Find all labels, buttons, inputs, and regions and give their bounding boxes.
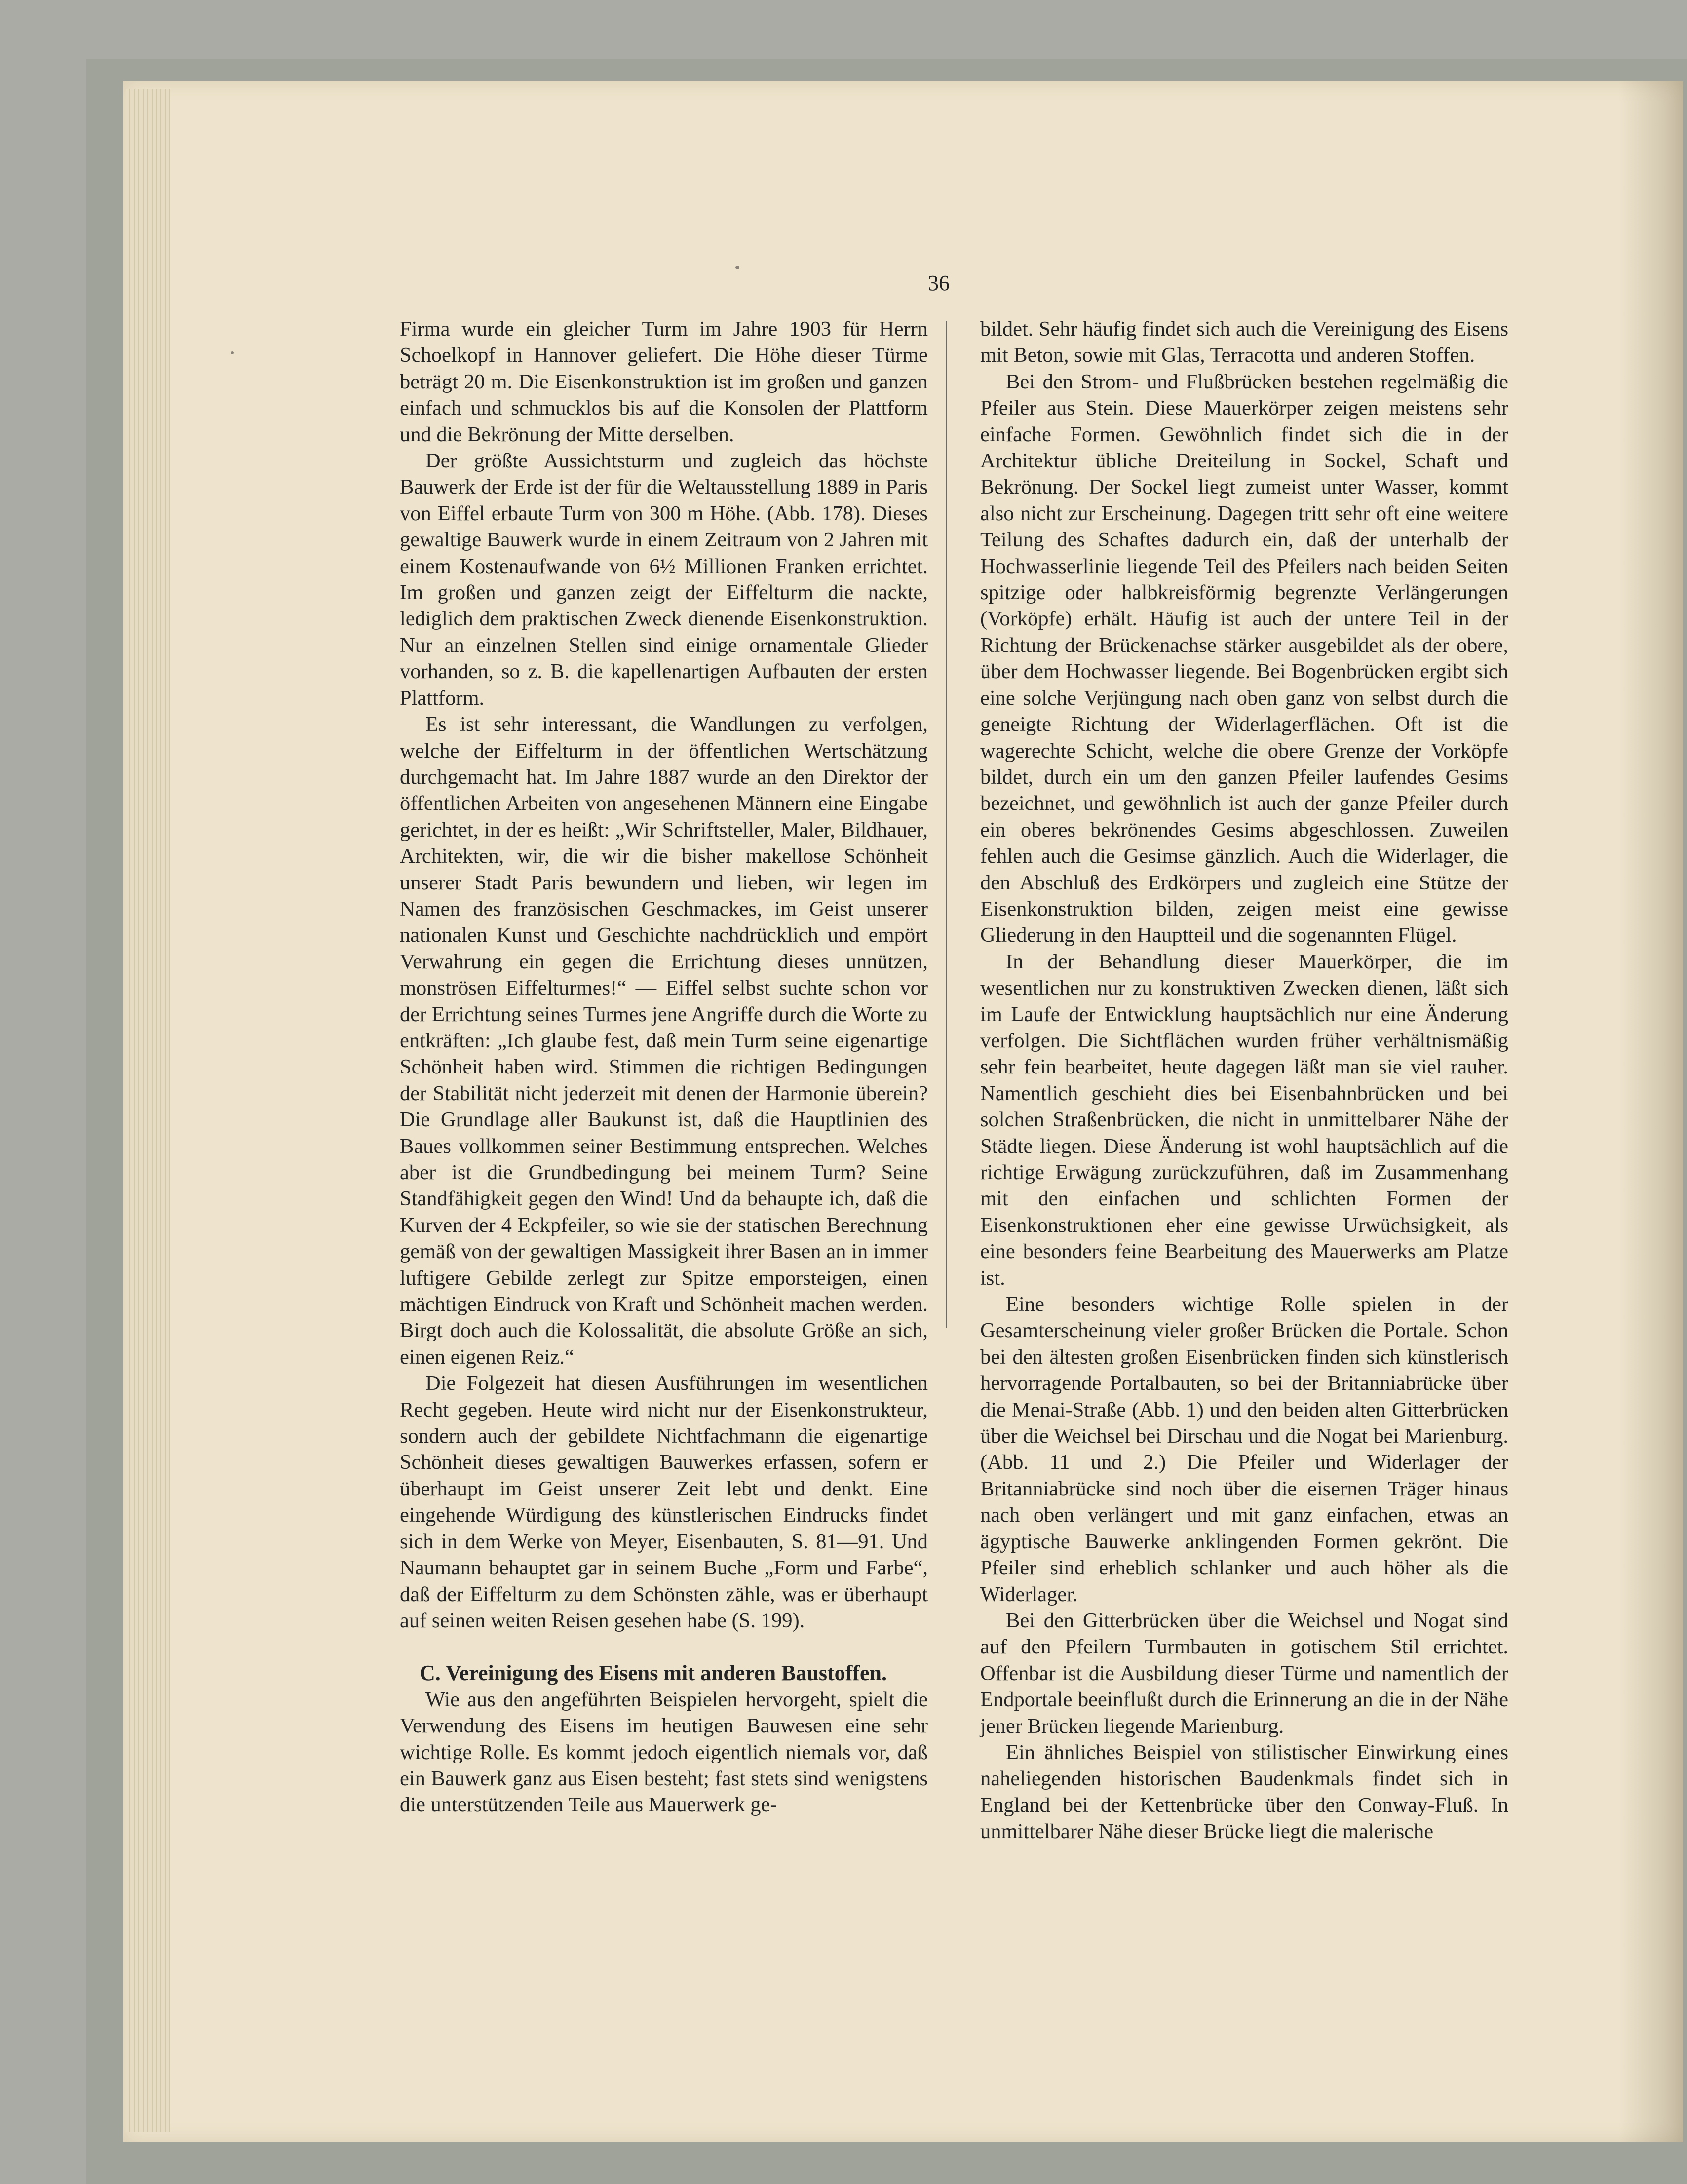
paragraph: Es ist sehr interessant, die Wandlungen zu verfolgen, welche der Eiffelturm in der öffentlichen Wertschätzung durchgemacht hat. Im Jahre 1887 wurde an den Direktor der öffentlichen Arbeiten von angesehenen Männern eine Eingabe gerichtet, in der es heißt: „Wir Schriftsteller, Maler, Bildhauer, Architekten, wir, die wir die bisher makellose Schönheit unserer Stadt Paris bewundern und lieben, wir legen im Namen des französischen Geschmackes, im Geist unserer nationalen Kunst und Geschichte nachdrücklich und empört Verwahrung ein gegen die Errichtung dieses unnützen, monströsen Eiffelturmes!“ — Eiffel selbst suchte schon vor der Errichtung seines Turmes jene Angriffe durch die Worte zu entkräften: „Ich glaube fest, daß mein Turm seine eigenartige Schönheit haben wird. Stimmen die richtigen Bedingungen der Stabilität nicht jederzeit mit denen der Harmonie überein? Die Grundlage aller Baukunst ist, daß die Hauptlinien des Baues vollkommen seiner Bestimmung entsprechen. Welches aber ist die Grundbedingung bei meinem Turm? Seine Standfähigkeit gegen den Wind! Und da behaupte ich, daß die Kurven der 4 Eckpfeiler, so wie sie der statischen Berechnung gemäß von der gewaltigen Massigkeit ihrer Basen an in immer luftigere Gebilde zerlegt zur Spitze emporsteigen, einen mächtigen Eindruck von Kraft und Schönheit machen werden. Birgt doch auch die Kolossalität, die absolute Größe an sich, einen eigenen Reiz.“	[400, 713, 928, 1369]
paragraph: Eine besonders wichtige Rolle spielen in der Gesamterscheinung vieler großer Brücken die Portale. Schon bei den ältesten großen Eisenbrücken finden sich künstlerisch hervorragende Portalbauten, so bei der Britanniabrücke über die Menai-Straße (Abb. 1) und den beiden alten Gitterbrücken über die Weichsel bei Dirschau und die Nogat bei Marienburg. (Abb. 11 und 2.) Die Pfeiler und Widerlager der Britanniabrücke sind noch über die eisernen Träger hinaus nach oben verlängert und mit ganz einfachen, etwas an ägyptische Bauwerke anklingenden Formen gekrönt. Die Pfeiler sind erheblich schlanker und auch höher als die Widerlager.	[980, 1293, 1508, 1606]
paper-speck	[231, 351, 234, 354]
paragraph: Wie aus den angeführten Beispielen hervorgeht, spielt die Verwendung des Eisens im heutigen Bauwesen eine sehr wichtige Rolle. Es kommt jedoch eigentlich niemals vor, daß ein Bauwerk ganz aus Eisen besteht; fast stets sind wenigstens die unterstützenden Teile aus Mauerwerk ge-	[400, 1687, 928, 1817]
paragraph: Firma wurde ein gleicher Turm im Jahre 1903 für Herrn Schoelkopf in Hannover geliefert. Die Höhe dieser Türme beträgt 20 m. Die Eisenkonstruktion ist im großen und ganzen einfach und schmucklos bis auf die Konsolen der Plattform und die Bekrönung der Mitte derselben.	[400, 317, 928, 446]
page-block-edge	[126, 89, 170, 2132]
right-column	[980, 316, 1508, 1845]
paper-speck	[735, 266, 739, 269]
column-divider	[946, 321, 947, 1328]
left-column	[400, 316, 928, 1818]
gutter-shadow	[1619, 81, 1683, 2142]
paragraph: Bei den Strom- und Flußbrücken bestehen regelmäßig die Pfeiler aus Stein. Diese Mauerkörper zeigen meistens sehr einfache Formen. Gewöhnlich findet sich die in der Architektur übliche Dreiteilung in Sockel, Schaft und Bekrönung. Der Sockel liegt zumeist unter Wasser, kommt also nicht zur Erscheinung. Dagegen tritt sehr oft eine weitere Teilung des Schaftes dadurch ein, daß der unterhalb der Hochwasserlinie liegende Teil des Pfeilers nach beiden Seiten spitzige oder halbkreisförmig begrenzte Verlängerungen (Vorköpfe) erhält. Häufig ist auch der untere Teil in der Richtung der Brückenachse stärker ausgebildet als der obere, über dem Hochwasser liegende. Bei Bogenbrücken ergibt sich eine solche Verjüngung nach oben ganz von selbst durch die geneigte Richtung der Widerlagerflächen. Oft ist die wagerechte Schicht, welche die obere Grenze der Vorköpfe bildet, durch ein um den ganzen Pfeiler laufendes Gesims bezeichnet, und gewöhnlich ist auch der ganze Pfeiler durch ein oberes bekrönendes Gesims abgeschlossen. Zuweilen fehlen auch die Gesimse gänzlich. Auch die Widerlager, die den Abschluß des Erdkörpers und zugleich eine Stütze der Eisenkonstruktion bilden, zeigen meist eine gewisse Gliederung in den Hauptteil und die sogenannten Flügel.	[980, 370, 1508, 947]
paragraph: bildet. Sehr häufig findet sich auch die Vereinigung des Eisens mit Beton, sowie mit Glas, Terracotta und anderen Stoffen.	[980, 317, 1508, 367]
paragraph: Ein ähnliches Beispiel von stilistischer Einwirkung eines naheliegenden historischen Baudenkmals findet sich in England bei der Kettenbrücke über den Conway-Fluß. In unmittelbarer Nähe dieser Brücke liegt die malerische	[980, 1740, 1508, 1843]
paragraph: Die Folgezeit hat diesen Ausführungen im wesentlichen Recht gegeben. Heute wird nicht nur der Eisenkonstrukteur, sondern auch der gebildete Nichtfachmann die eigenartige Schönheit dieses gewaltigen Bauwerkes erfassen, sofern er überhaupt im Geist unserer Zeit lebt und denkt. Eine eingehende Würdigung des künstlerischen Eindrucks findet sich in dem Werke von Meyer, Eisenbauten, S. 81—91. Und Naumann behauptet gar in seinem Buche „Form und Farbe“, daß der Eiffelturm zu dem Schönsten zähle, was er überhaupt auf seinen weiten Reisen gesehen habe (S. 199).	[400, 1372, 928, 1632]
paragraph: Bei den Gitterbrücken über die Weichsel und Nogat sind auf den Pfeilern Turmbauten in gotischem Stil errichtet. Offenbar ist die Ausbildung dieser Türme und namentlich der Endportale beeinflußt durch die Erinnerung an die in der Nähe jener Brücken liegende Marienburg.	[980, 1609, 1508, 1738]
section-heading: C. Vereinigung des Eisens mit anderen Baustoffen.	[420, 1661, 887, 1686]
page-number: 36	[928, 271, 950, 295]
paragraph: In der Behandlung dieser Mauerkörper, die im wesentlichen nur zu konstruktiven Zwecken dienen, läßt sich im Laufe der Entwicklung hauptsächlich nur eine Änderung verfolgen. Die Sichtflächen wurden früher verhältnismäßig sehr fein bearbeitet, heute dagegen läßt man sie viel rauher. Namentlich geschieht dies bei Eisenbahnbrücken und bei solchen Straßenbrücken, die nicht in unmittelbarer Nähe der Städte liegen. Diese Änderung ist wohl hauptsächlich auf die richtige Erwägung zurückzuführen, daß im Zusammenhang mit den einfachen und schlichten Formen der Eisenkonstruktionen eher eine gewisse Urwüchsigkeit, als eine besonders feine Bearbeitung des Mauerwerks am Platze ist.	[980, 950, 1508, 1290]
paragraph: Der größte Aussichtsturm und zugleich das höchste Bauwerk der Erde ist der für die Weltausstellung 1889 in Paris von Eiffel erbaute Turm von 300 m Höhe. (Abb. 178). Dieses gewaltige Bauwerk wurde in einem Zeitraum von 2 Jahren mit einem Kostenaufwande von 6½ Millionen Franken errichtet. Im großen und ganzen zeigt der Eiffelturm die nackte, lediglich dem praktischen Zweck dienende Eisenkonstruktion. Nur an einzelnen Stellen sind einige ornamentale Glieder vorhanden, so z. B. die kapellenartigen Aufbauten der ersten Plattform.	[400, 449, 928, 710]
